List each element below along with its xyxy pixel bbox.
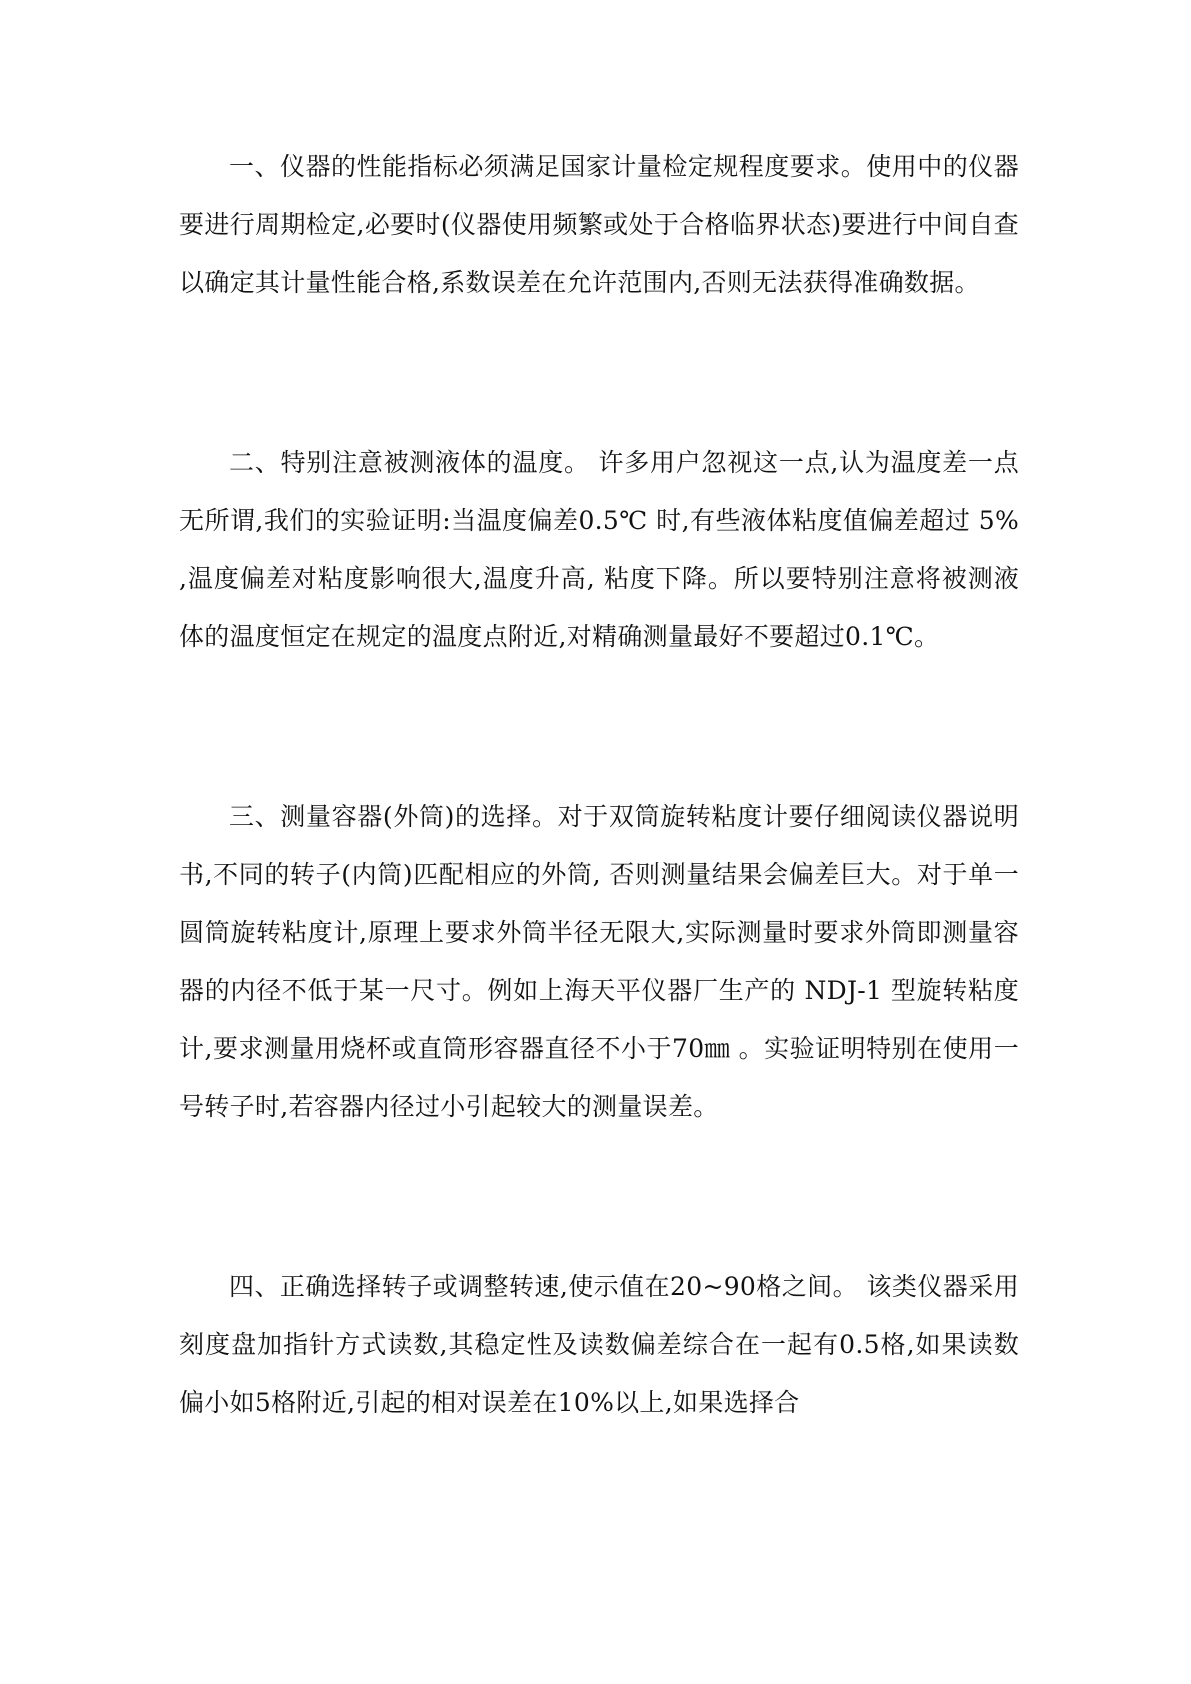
- paragraph-instrument-performance: 一、仪器的性能指标必须满足国家计量检定规程度要求。使用中的仪器要进行周期检定,必要时(仪器使用频繁或处于合格临界状态)要进行中间自查以确定其计量性能合格,系数误差在允许范围内,否则无法获得准确数据。: [179, 152, 1019, 297]
- paragraph-liquid-temperature: 二、特别注意被测液体的温度。 许多用户忽视这一点,认为温度差一点无所谓,我们的实验证明:当温度偏差0.5℃ 时,有些液体粘度值偏差超过 5% ,温度偏差对粘度影响很大,温度升高, 粘度下降。所以要特别注意将被测液体的温度恒定在规定的温度点附近,对精确测量最好不要超过0.1℃。: [179, 448, 1019, 651]
- document-body: [179, 138, 1019, 1432]
- paragraph-container-selection: 三、测量容器(外筒)的选择。对于双筒旋转粘度计要仔细阅读仪器说明书,不同的转子(内筒)匹配相应的外筒, 否则测量结果会偏差巨大。对于单一圆筒旋转粘度计,原理上要求外筒半径无限大,实际测量时要求外筒即测量容器的内径不低于某一尺寸。例如上海天平仪器厂生产的 NDJ-1 型旋转粘度计,要求测量用烧杯或直筒形容器直径不小于70㎜ 。实验证明特别在使用一号转子时,若容器内径过小引起较大的测量误差。: [179, 802, 1019, 1121]
- paragraph-rotor-selection: 四、正确选择转子或调整转速,使示值在20~90格之间。 该类仪器采用刻度盘加指针方式读数,其稳定性及读数偏差综合在一起有0.5格,如果读数偏小如5格附近,引起的相对误差在10%以上,如果选择合: [179, 1272, 1019, 1417]
